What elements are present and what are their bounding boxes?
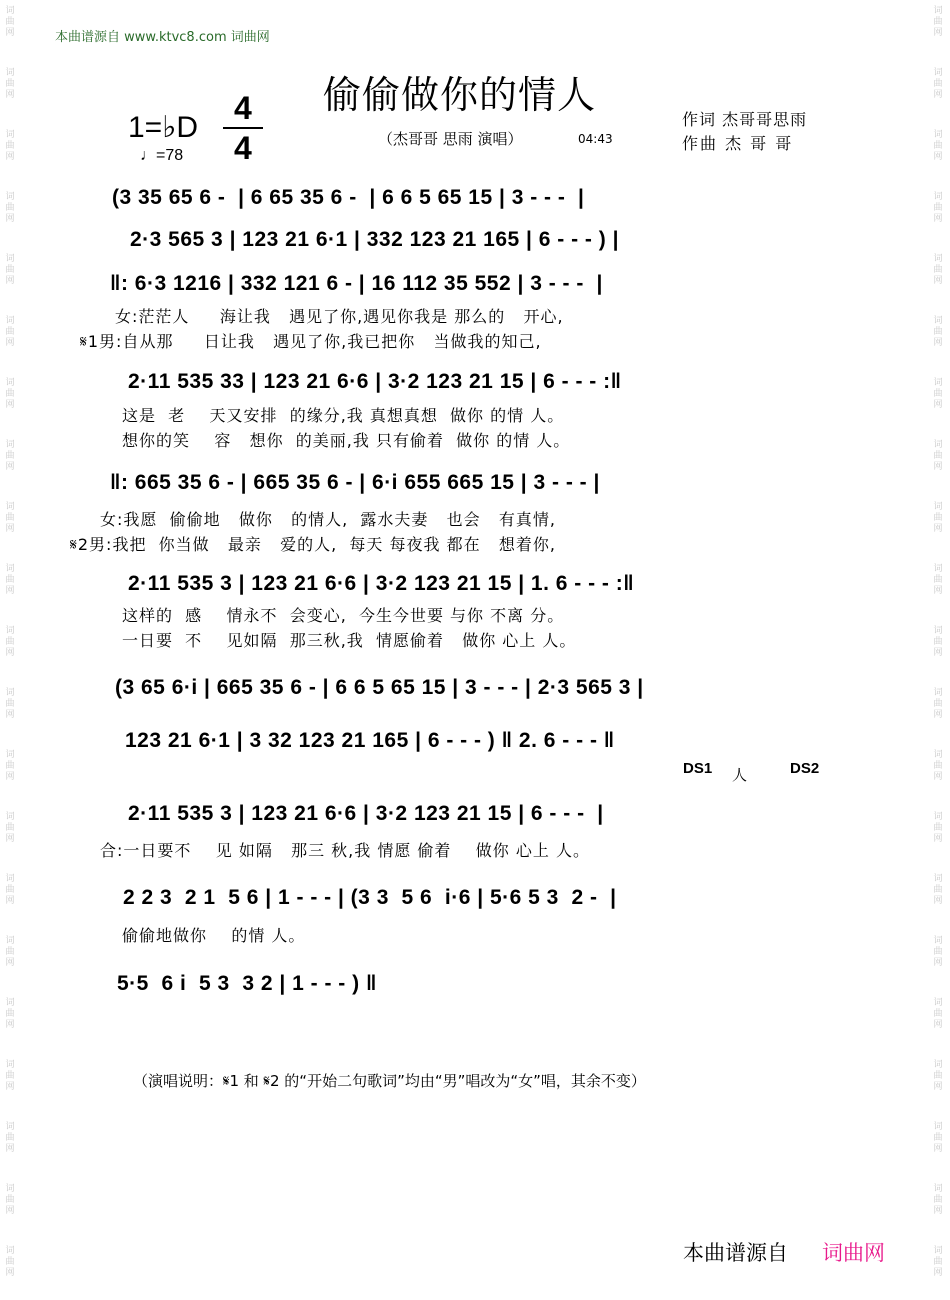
lyrics-line-5a: 女:我愿 偷偷地 做你 的情人, 露水夫妻 也会 有真情, bbox=[100, 510, 556, 529]
notation-line-11: 5·5 6 i 5 3 3 2 | 1 - - - ) ‖ bbox=[117, 972, 377, 995]
watermark-char: 词 bbox=[933, 936, 943, 946]
watermark-char: 词 bbox=[5, 688, 15, 698]
watermark-char: 网 bbox=[5, 400, 15, 410]
watermark-char: 词 bbox=[933, 130, 943, 140]
watermark-char: 词 bbox=[933, 998, 943, 1008]
notation-line-3: ‖: 6·3 1216 | 332 121 6 - | 16 112 35 552 | 3 - - - | bbox=[110, 272, 603, 295]
watermark-char: 网 bbox=[5, 28, 15, 38]
watermark-char: 网 bbox=[5, 1082, 15, 1092]
watermark-char: 曲 bbox=[933, 885, 943, 895]
watermark-char: 词 bbox=[5, 874, 15, 884]
watermark-char: 曲 bbox=[5, 17, 15, 27]
watermark-char: 网 bbox=[5, 338, 15, 348]
watermark-char: 网 bbox=[933, 400, 943, 410]
watermark-char: 网 bbox=[5, 152, 15, 162]
watermark-char: 曲 bbox=[5, 1133, 15, 1143]
duration: 04:43 bbox=[578, 132, 613, 146]
watermark-char: 网 bbox=[5, 896, 15, 906]
watermark-char: 曲 bbox=[5, 1071, 15, 1081]
watermark-char: 曲 bbox=[5, 327, 15, 337]
watermark-char: 曲 bbox=[5, 141, 15, 151]
watermark-char: 曲 bbox=[933, 327, 943, 337]
watermark-char: 曲 bbox=[5, 575, 15, 585]
lyrics-line-4a: 这是 老 天又安排 的缘分,我 真想真想 做你 的情 人。 bbox=[122, 406, 565, 425]
watermark-char: 网 bbox=[5, 1206, 15, 1216]
watermark-char: 词 bbox=[933, 874, 943, 884]
lyrics-line-10: 偷偷地做你 的情 人。 bbox=[122, 926, 306, 945]
watermark-char: 曲 bbox=[5, 885, 15, 895]
watermark-char: 曲 bbox=[5, 1195, 15, 1205]
ds1-marker: DS1 bbox=[683, 760, 713, 777]
watermark-char: 曲 bbox=[933, 699, 943, 709]
watermark-char: 曲 bbox=[933, 1133, 943, 1143]
notation-line-4: 2·11 535 33 | 123 21 6·6 | 3·2 123 21 15 | 6 - - - :‖ bbox=[128, 370, 622, 393]
watermark-char: 曲 bbox=[5, 265, 15, 275]
watermark-char: 词 bbox=[5, 6, 15, 16]
lyrics-line-6b: 一日要 不 见如隔 那三秋,我 情愿偷着 做你 心上 人。 bbox=[122, 631, 577, 650]
watermark-char: 词 bbox=[933, 1184, 943, 1194]
watermark-char: 词 bbox=[933, 688, 943, 698]
watermark-char: 曲 bbox=[5, 1257, 15, 1267]
watermark-char: 曲 bbox=[5, 761, 15, 771]
watermark-char: 词 bbox=[5, 750, 15, 760]
watermark-char: 词 bbox=[933, 378, 943, 388]
watermark-char: 词 bbox=[5, 192, 15, 202]
watermark-char: 词 bbox=[5, 812, 15, 822]
watermark-char: 曲 bbox=[5, 947, 15, 957]
watermark-char: 词 bbox=[933, 1060, 943, 1070]
watermark-char: 词 bbox=[933, 68, 943, 78]
lyrics-line-3b: 𝄋1男:自从那 日让我 遇见了你,我已把你 当做我的知己, bbox=[80, 332, 542, 351]
watermark-char: 词 bbox=[5, 936, 15, 946]
lyrics-line-3a: 女:茫茫人 海让我 遇见了你,遇见你我是 那么的 开心, bbox=[115, 307, 564, 326]
footer-source-text: 本曲谱源自 bbox=[683, 1241, 788, 1265]
watermark-char: 曲 bbox=[5, 699, 15, 709]
watermark-char: 网 bbox=[933, 214, 943, 224]
watermark-char: 曲 bbox=[933, 513, 943, 523]
watermark-char: 网 bbox=[933, 152, 943, 162]
watermark-char: 曲 bbox=[933, 1257, 943, 1267]
watermark-char: 网 bbox=[933, 710, 943, 720]
time-signature-bottom: 4 bbox=[234, 130, 252, 166]
watermark-char: 曲 bbox=[933, 1195, 943, 1205]
right-watermark-column bbox=[931, 0, 945, 1300]
watermark-char: 网 bbox=[5, 524, 15, 534]
watermark-char: 网 bbox=[5, 772, 15, 782]
source-line: 本曲谱源自 www.ktvc8.com 词曲网 bbox=[55, 30, 270, 45]
watermark-char: 曲 bbox=[5, 203, 15, 213]
watermark-char: 网 bbox=[933, 834, 943, 844]
watermark-char: 网 bbox=[5, 710, 15, 720]
watermark-char: 词 bbox=[5, 254, 15, 264]
watermark-char: 网 bbox=[5, 462, 15, 472]
watermark-char: 词 bbox=[933, 440, 943, 450]
notation-line-1: (3 35 65 6 - | 6 65 35 6 - | 6 6 5 65 15 | 3 - - - | bbox=[112, 186, 585, 209]
watermark-char: 网 bbox=[5, 1268, 15, 1278]
watermark-char: 曲 bbox=[5, 1009, 15, 1019]
watermark-char: 词 bbox=[5, 626, 15, 636]
watermark-char: 曲 bbox=[933, 1009, 943, 1019]
watermark-char: 曲 bbox=[933, 203, 943, 213]
watermark-char: 曲 bbox=[5, 823, 15, 833]
watermark-char: 网 bbox=[5, 90, 15, 100]
watermark-char: 网 bbox=[933, 896, 943, 906]
watermark-char: 词 bbox=[933, 626, 943, 636]
lyrics-line-4b: 想你的笑 容 想你 的美丽,我 只有偷着 做你 的情 人。 bbox=[122, 431, 571, 450]
watermark-char: 曲 bbox=[5, 513, 15, 523]
singers: （杰哥哥 思雨 演唱） bbox=[378, 130, 523, 148]
watermark-char: 曲 bbox=[5, 451, 15, 461]
watermark-char: 网 bbox=[5, 958, 15, 968]
watermark-char: 词 bbox=[5, 440, 15, 450]
watermark-char: 词 bbox=[933, 316, 943, 326]
watermark-char: 曲 bbox=[933, 947, 943, 957]
tempo-marking: ♩=78 bbox=[140, 147, 184, 164]
song-title: 偷偷做你的情人 bbox=[323, 73, 597, 117]
watermark-char: 词 bbox=[5, 1246, 15, 1256]
watermark-char: 网 bbox=[933, 1082, 943, 1092]
watermark-char: 网 bbox=[933, 524, 943, 534]
watermark-char: 曲 bbox=[933, 17, 943, 27]
notation-line-7: (3 65 6·i | 665 35 6 - | 6 6 5 65 15 | 3 - - - | 2·3 565 3 | bbox=[115, 676, 644, 699]
left-watermark-column bbox=[3, 0, 17, 1300]
ds2-marker: DS2 bbox=[790, 760, 820, 777]
watermark-char: 词 bbox=[5, 998, 15, 1008]
watermark-char: 曲 bbox=[933, 575, 943, 585]
watermark-char: 词 bbox=[5, 1060, 15, 1070]
watermark-char: 曲 bbox=[933, 637, 943, 647]
watermark-char: 网 bbox=[5, 214, 15, 224]
time-signature-divider bbox=[223, 127, 263, 129]
watermark-char: 曲 bbox=[933, 761, 943, 771]
watermark-char: 曲 bbox=[933, 389, 943, 399]
watermark-char: 词 bbox=[933, 502, 943, 512]
watermark-char: 网 bbox=[933, 90, 943, 100]
watermark-char: 网 bbox=[5, 648, 15, 658]
watermark-char: 曲 bbox=[933, 1071, 943, 1081]
notation-line-9: 2·11 535 3 | 123 21 6·6 | 3·2 123 21 15 | 6 - - - | bbox=[128, 802, 604, 825]
footer-site-link[interactable]: 词曲网 bbox=[822, 1241, 885, 1265]
lyrics-line-9: 合:一日要不 见 如隔 那三 秋,我 情愿 偷着 做你 心上 人。 bbox=[100, 841, 590, 860]
watermark-char: 曲 bbox=[5, 637, 15, 647]
watermark-char: 网 bbox=[5, 586, 15, 596]
watermark-char: 网 bbox=[933, 1206, 943, 1216]
watermark-char: 词 bbox=[933, 1122, 943, 1132]
lyrics-line-6a: 这样的 感 情永不 会变心, 今生今世要 与你 不离 分。 bbox=[122, 606, 565, 625]
watermark-char: 曲 bbox=[933, 451, 943, 461]
watermark-char: 曲 bbox=[933, 823, 943, 833]
notation-line-5: ‖: 665 35 6 - | 665 35 6 - | 6·i 655 665 15 | 3 - - - | bbox=[110, 471, 600, 494]
watermark-char: 曲 bbox=[933, 79, 943, 89]
watermark-char: 词 bbox=[5, 564, 15, 574]
watermark-char: 网 bbox=[933, 958, 943, 968]
notation-line-10: 2 2 3 2 1 5 6 | 1 - - - | (3 3 5 6 i·6 | 5·6 5 3 2 - | bbox=[123, 886, 617, 909]
watermark-char: 曲 bbox=[5, 79, 15, 89]
watermark-char: 网 bbox=[5, 276, 15, 286]
watermark-char: 词 bbox=[5, 378, 15, 388]
watermark-char: 词 bbox=[933, 812, 943, 822]
watermark-char: 网 bbox=[933, 772, 943, 782]
watermark-char: 网 bbox=[933, 586, 943, 596]
notation-line-6: 2·11 535 3 | 123 21 6·6 | 3·2 123 21 15 | 1. 6 - - - :‖ bbox=[128, 572, 635, 595]
lyricist: 作词 杰哥哥思雨 bbox=[682, 110, 808, 129]
watermark-char: 曲 bbox=[5, 389, 15, 399]
watermark-char: 词 bbox=[5, 1122, 15, 1132]
watermark-char: 词 bbox=[5, 1184, 15, 1194]
watermark-char: 网 bbox=[933, 462, 943, 472]
watermark-char: 网 bbox=[5, 1144, 15, 1154]
notation-line-8: 123 21 6·1 | 3 32 123 21 165 | 6 - - - ) ‖ 2. 6 - - - ‖ bbox=[125, 729, 615, 752]
watermark-char: 词 bbox=[933, 564, 943, 574]
watermark-char: 曲 bbox=[933, 265, 943, 275]
watermark-char: 词 bbox=[5, 130, 15, 140]
ds-lyric: 人 bbox=[732, 766, 748, 784]
composer: 作曲 杰 哥 哥 bbox=[682, 134, 794, 153]
watermark-char: 词 bbox=[933, 1246, 943, 1256]
watermark-char: 网 bbox=[933, 276, 943, 286]
watermark-char: 词 bbox=[933, 6, 943, 16]
watermark-char: 词 bbox=[5, 502, 15, 512]
watermark-char: 网 bbox=[933, 1020, 943, 1030]
watermark-char: 词 bbox=[933, 254, 943, 264]
watermark-char: 词 bbox=[5, 68, 15, 78]
watermark-char: 词 bbox=[933, 192, 943, 202]
performance-note: （演唱说明：𝄋1 和 𝄋2 的“开始二句歌词”均由“男”唱改为“女”唱，其余不变） bbox=[133, 1072, 646, 1090]
watermark-char: 网 bbox=[933, 1144, 943, 1154]
key-signature: 1=♭D bbox=[128, 111, 199, 144]
watermark-char: 网 bbox=[5, 1020, 15, 1030]
watermark-char: 网 bbox=[933, 28, 943, 38]
watermark-char: 网 bbox=[933, 1268, 943, 1278]
notation-line-2: 2·3 565 3 | 123 21 6·1 | 332 123 21 165 | 6 - - - ) | bbox=[130, 228, 619, 251]
watermark-char: 网 bbox=[933, 338, 943, 348]
watermark-char: 曲 bbox=[933, 141, 943, 151]
lyrics-line-5b: 𝄋2男:我把 你当做 最亲 爱的人, 每天 每夜我 都在 想着你, bbox=[70, 535, 556, 554]
watermark-char: 词 bbox=[933, 750, 943, 760]
time-signature-top: 4 bbox=[234, 90, 252, 126]
watermark-char: 网 bbox=[5, 834, 15, 844]
watermark-char: 词 bbox=[5, 316, 15, 326]
watermark-char: 网 bbox=[933, 648, 943, 658]
